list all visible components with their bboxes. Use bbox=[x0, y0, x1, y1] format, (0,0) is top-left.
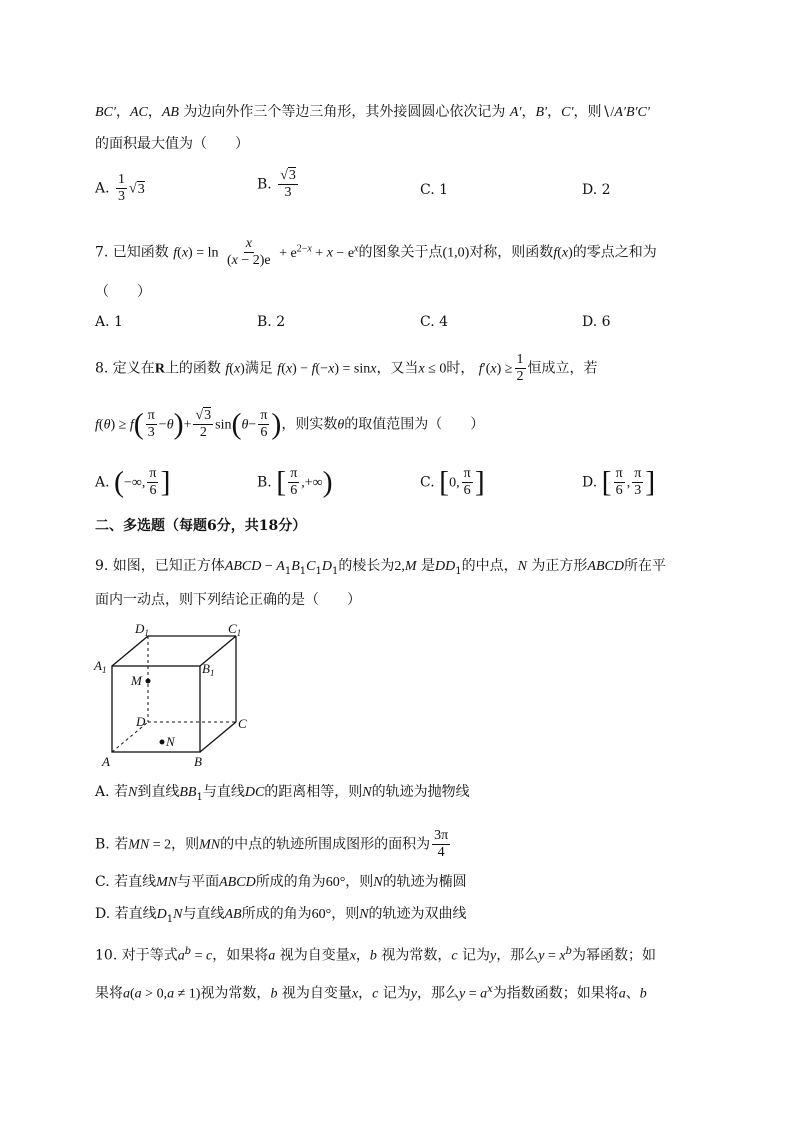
label-d: D bbox=[136, 714, 146, 729]
q6-option-c: C. 1 bbox=[420, 182, 449, 198]
point-n bbox=[160, 740, 165, 745]
q7-option-d: D. 6 bbox=[582, 314, 611, 330]
q6-option-b: B. $\frac{√3}{3}$ bbox=[257, 168, 296, 200]
label-c: C bbox=[238, 716, 247, 731]
label-b: B bbox=[194, 754, 202, 769]
label-b1: $B_1$ bbox=[202, 661, 215, 678]
q7-option-a: A. 1 bbox=[95, 314, 123, 330]
q7-paren: （ ） bbox=[95, 284, 151, 300]
q8-option-b: B. [ $\frac{\pi}{6}$ ,+∞) bbox=[257, 465, 333, 499]
q9-option-b: B. 若MN = 2，则MN的中点的轨迹所围成图形的面积为 $\frac{3\pi}{4}$ bbox=[95, 828, 449, 860]
q8-option-d: D. [ $\frac{\pi}{6}$ , $\frac{\pi}{3}$ ] bbox=[582, 465, 656, 499]
label-m: M bbox=[131, 673, 142, 688]
q6-line1: BC′，AC，AB 为边向外作三个等边三角形，其外接圆圆心依次记为 A′，B′，C′，则∖/A′B′C′ bbox=[95, 104, 650, 120]
q7-line1: 7. 已知函数 f(x) = ln $\frac{x}{(x - 2)e}$ + $e^{2-x} + x - e^x$的图象关于点(1,0)对称，则函数f(x)的零点之和为 bbox=[95, 236, 657, 268]
cube-figure bbox=[90, 618, 260, 770]
q10-line1: 10. 对于等式$a^b = c$，如果将a 视为自变量x，b 视为常数，c 记为y，那么$y = x^b$为幂函数；如 bbox=[95, 946, 657, 964]
q6-line2: 的面积最大值为（ ） bbox=[95, 136, 249, 152]
q7-option-c: C. 4 bbox=[420, 314, 449, 330]
q8-option-c: C. [0, $\frac{\pi}{6}$ ] bbox=[420, 465, 485, 499]
q9-line2: 面内一动点，则下列结论正确的是（ ） bbox=[95, 592, 361, 608]
q8-option-a: A. (−∞, $\frac{\pi}{6}$ ] bbox=[95, 465, 171, 499]
q8-line2: f(θ) ≥ f( $\frac{\pi}{3}$ −θ)+ $\frac{√3}{2}$ sin(θ− $\frac{\pi}{6}$ )，则实数θ的取值范围为（ ） bbox=[95, 407, 485, 441]
label-n: N bbox=[166, 734, 175, 749]
q9-option-d: D. 若直线$D_1N$与直线AB所成的角为60°，则N的轨迹为双曲线 bbox=[95, 906, 467, 925]
section-title: 二、多选题（每题6分，共18分） bbox=[95, 518, 307, 534]
point-m bbox=[146, 679, 151, 684]
q9-option-a: A. 若N到直线$BB_1$与直线DC的距离相等，则N的轨迹为抛物线 bbox=[95, 784, 470, 803]
label-c1: $C_1$ bbox=[228, 621, 242, 638]
q6-option-d: D. 2 bbox=[582, 182, 611, 198]
q6-option-a: A. $\frac{1}{3}$ √3 bbox=[95, 172, 145, 204]
q7-option-b: B. 2 bbox=[257, 314, 286, 330]
label-a: A bbox=[102, 754, 110, 769]
label-a1: $A_1$ bbox=[94, 658, 107, 675]
q10-line2: 果将a(a > 0,a ≠ 1)视为常数，b 视为自变量x，c 记为y，那么$y = a^x$为指数函数；如果将a、b bbox=[95, 984, 647, 1002]
q9-option-c: C. 若直线MN与平面ABCD所成的角为60°，则N的轨迹为椭圆 bbox=[95, 874, 467, 890]
q8-line1: 8. 定义在R上的函数 f(x)满足 f(x) − f(−x) = sinx，又当x ≤ 0时， f′(x) ≥ $\frac{1}{2}$ 恒成立，若 bbox=[95, 352, 598, 384]
q9-line1: 9. 如图，已知正方体ABCD − $A_1B_1C_1D_1$的棱长为2,M 是$DD_1$的中点，N 为正方形ABCD所在平 bbox=[95, 558, 666, 577]
label-d1: $D_1$ bbox=[135, 621, 149, 638]
